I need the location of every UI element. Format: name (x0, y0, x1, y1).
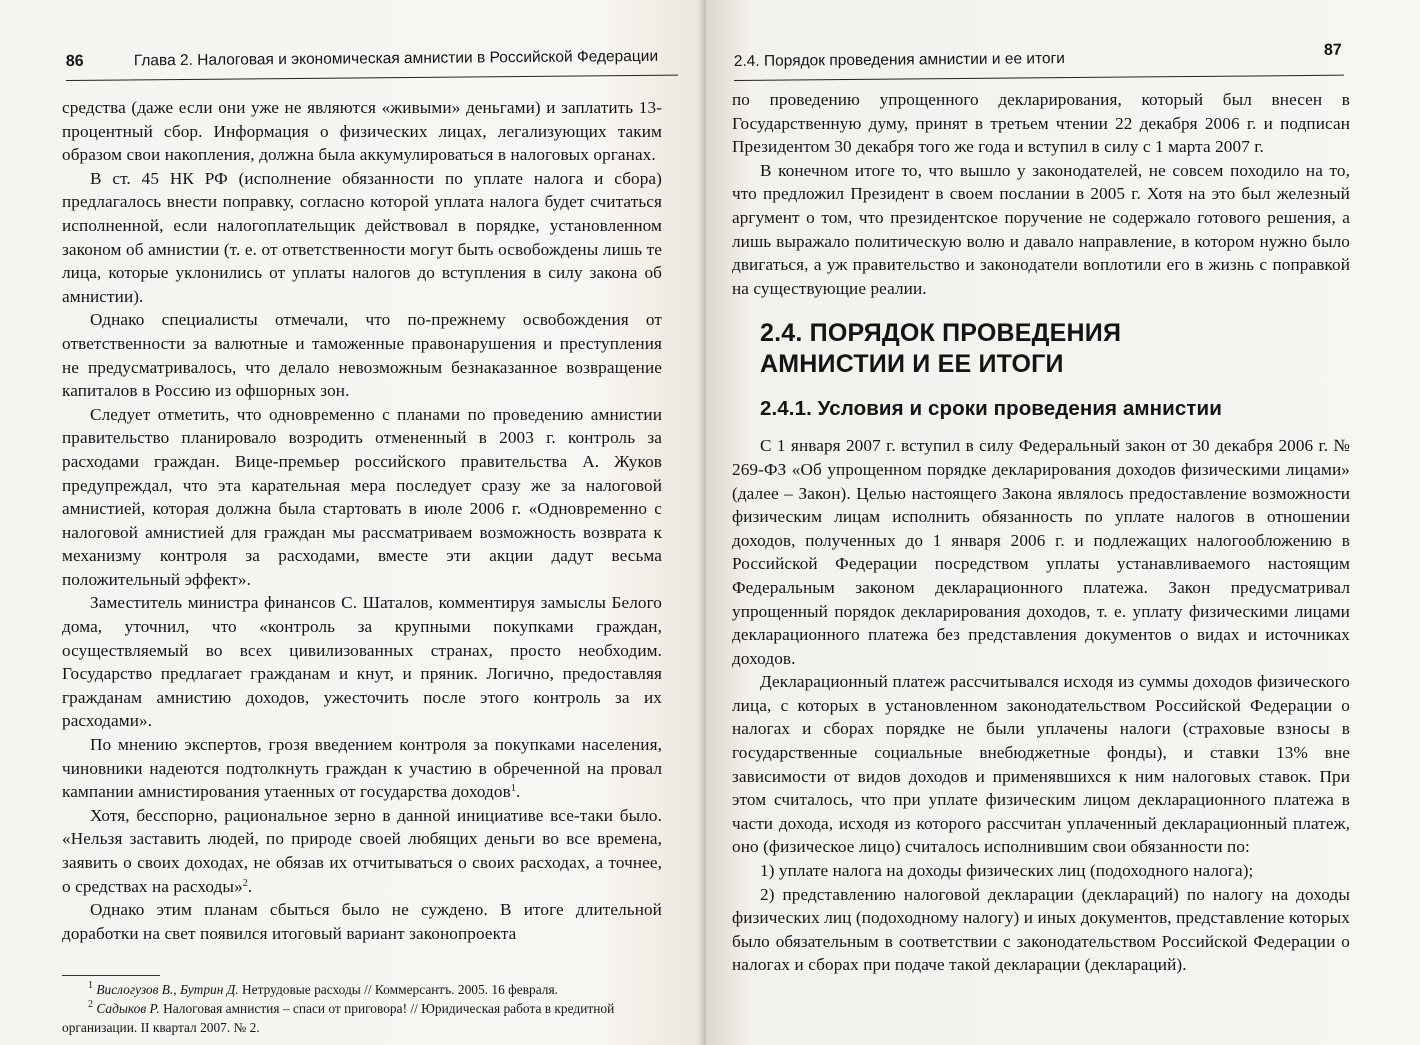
section-heading-line: АМНИСТИИ И ЕЕ ИТОГИ (760, 350, 1064, 379)
section-heading (760, 318, 1350, 380)
subsection-heading: 2.4.1. Условия и сроки проведения амнистии (760, 397, 1222, 421)
paragraph: Заместитель министра финансов С. Шаталов, комментируя замыслы Белого дома, уточнил, что «контроль за крупными покупками граждан, осуществляемый во всех цивилизованных странах, просто необходим. Государство предлагает гражданам и кнут, и пряник. Логично, предоставляя гражданам амнистию доходов, ужесточить после этого контроль за их расходами». (62, 593, 662, 731)
footnote-text: Налоговая амнистия – спаси от приговора! // Юридическая работа в кредитной организации. II квартал 2007. № 2. (62, 1001, 615, 1035)
footnote-ref: 1 (510, 783, 516, 795)
left-body-text (62, 96, 662, 945)
paragraph-with-footnote: По мнению экспертов, грозя введением контроля за покупками населения, чиновники надеются подтолкнуть граждан к участию в обреченной на провал кампании амнистирования утаенных от государства доходов$^1$. (62, 735, 662, 802)
paragraph-with-footnote: Хотя, бесспорно, рациональное зерно в данной инициативе все-таки было. «Нельзя заставить людей, по природе своей любящих деньги во все времена, заявить о своих доходах, не обязав их отчитываться о своих расходах, а точнее, о средствах на расходы»$^2$. (62, 805, 662, 896)
paragraph: В ст. 45 НК РФ (исполнение обязанности по уплате налога и сбора) предлагалось внести поправку, согласно которой уплата налога будет считаться исполненной, если налогоплательщик действовал в порядке, установленном законом об амнистии (т. е. от ответственности могут быть освобождены лишь те лица, которые уклонились от уплаты налогов до вступления в силу закона об амнистии). (62, 168, 662, 306)
paragraph: Однако этим планам сбыться было не суждено. В итоге длительной доработки на свет появился итоговый вариант законопроекта (62, 900, 662, 943)
paragraph: В конечном итоге то, что вышло у законодателей, не совсем походило на то, что предложил Президент в своем послании в 2005 г. Хотя на это был железный аргумент о том, что президентское поручение не содержало готового решения, а лишь выражало политическую волю и давало направление, в котором нужно было двигаться, а уж правительство и законодатели воплотили его в жизнь с поправкой на существующие реалии. (732, 160, 1350, 298)
paragraph: Однако специалисты отмечали, что по-прежнему освобождения от ответственности за валютные и таможенные правонарушения и преступления не предусматривалось, что делало невозможным безнаказанное возвращение капиталов в Россию из офшорных зон. (62, 310, 662, 401)
footnote (62, 999, 662, 1037)
left-page (0, 0, 706, 1045)
footnote-mark: 2 (88, 999, 93, 1010)
footnote-ref: 2 (242, 877, 248, 889)
page-number: 86 (65, 52, 84, 71)
paragraph: по проведению упрощенного декларирования, который был внесен в Государственную думу, принят в третьем чтении 22 декабря 2006 г. и подписан Президентом 30 декабря того же года и вступил в силу с 1 марта 2007 г. (732, 90, 1350, 157)
running-head-left (66, 39, 678, 81)
footnote-text: Нетрудовые расходы // Коммерсантъ. 2005. 16 февраля. (241, 982, 558, 997)
paragraph: С 1 января 2007 г. вступил в силу Федеральный закон от 30 декабря 2006 г. № 269-ФЗ «Об упрощенном порядке декларирования доходов физическими лицами» (далее – Закон). Целью настоящего Закона являлось предоставление возможности физическим лицам исполнить обязанность по уплате налогов в отношении доходов, полученных до 1 января 2006 г. и подлежащих налогообложению в Российской Федерации посредством уплаты устанавливаемого настоящим Федеральным законом декларационного платежа. Закон предусматривал упрощенный порядок декларирования доходов, т. е. уплату физическими лицами декларационного платежа без представления документов о видах и источниках доходов. (732, 436, 1350, 668)
paragraph: средства (даже если они уже не являются «живыми» деньгами) и заплатить 13-процентный сбор. Информация о физических лицах, легализующих таким образом свои накопления, должна была аккумулироваться в налоговых органах. (62, 98, 662, 165)
right-body-text (732, 88, 1350, 977)
footnote (62, 980, 662, 999)
running-head-title: Глава 2. Налоговая и экономическая амнистии в Российской Федерации (133, 47, 659, 70)
paragraph-text: Хотя, бесспорно, рациональное зерно в данной инициативе все-таки было. «Нельзя заставить людей, по природе своей любящих деньги во все времена, заявить о своих доходах, не обязав их отчитываться о своих расходах, а точнее, о средствах на расходы» (62, 805, 662, 896)
footnotes (62, 980, 662, 1037)
section-heading-line: 2.4. ПОРЯДОК ПРОВЕДЕНИЯ (760, 319, 1122, 348)
running-head-title: 2.4. Порядок проведения амнистии и ее итоги (733, 50, 1065, 71)
footnote-author: Садыков Р. (96, 1001, 160, 1016)
right-page (706, 0, 1420, 1045)
paragraph: Декларационный платеж рассчитывался исходя из суммы доходов физического лица, с которых в установленном законодательством Российской Федерации о налогах и сборах порядке не были уплачены налоги (страховые взносы в государственные социальные внебюджетные фонды), и ставки 13% вне зависимости от видов доходов и применявшихся к ним налоговых ставок. При этом считалось, что при уплате физическим лицом декларационного платежа в части дохода, исходя из которого рассчитан уплаченный декларационный платеж, оно (физическое лицо) считалось исполнившим свои обязанности по: (732, 672, 1350, 857)
footnote-author: Вислогузов В., Бутрин Д. (96, 982, 239, 997)
list-item: 1) уплате налога на доходы физических лиц (подоходного налога); (760, 861, 1254, 881)
footnote-mark: 1 (88, 980, 93, 991)
paragraph-text: По мнению экспертов, грозя введением контроля за покупками населения, чиновники надеются подтолкнуть граждан к участию в обреченной на провал кампании амнистирования утаенных от государства доходов (62, 735, 662, 802)
page-number: 87 (1323, 41, 1342, 59)
running-head-right (734, 39, 1344, 81)
paragraph: Следует отметить, что одновременно с планами по проведению амнистии правительство планировало возродить отмененный в 2003 г. контроль за расходами граждан. Вице-премьер российского правительства А. Жуков предупреждал, что эта карательная мера последует сразу же за налоговой амнистией, которая должна была стартовать в июле 2006 г. «Одновременно с налоговой амнистией для граждан мы рассматриваем возможность возврата к механизму контроля за расходами, вместе эти акции дадут весьма положительный эффект». (62, 404, 662, 589)
footnote-rule (62, 975, 160, 976)
list-item: 2) представлению налоговой декларации (деклараций) по налогу на доходы физических лиц (подоходному налогу) и иных документов, представление которых было обязательным в соответствии с законодательством Российской Федерации о налогах и сборах при подаче такой декларации (деклараций). (732, 884, 1350, 975)
